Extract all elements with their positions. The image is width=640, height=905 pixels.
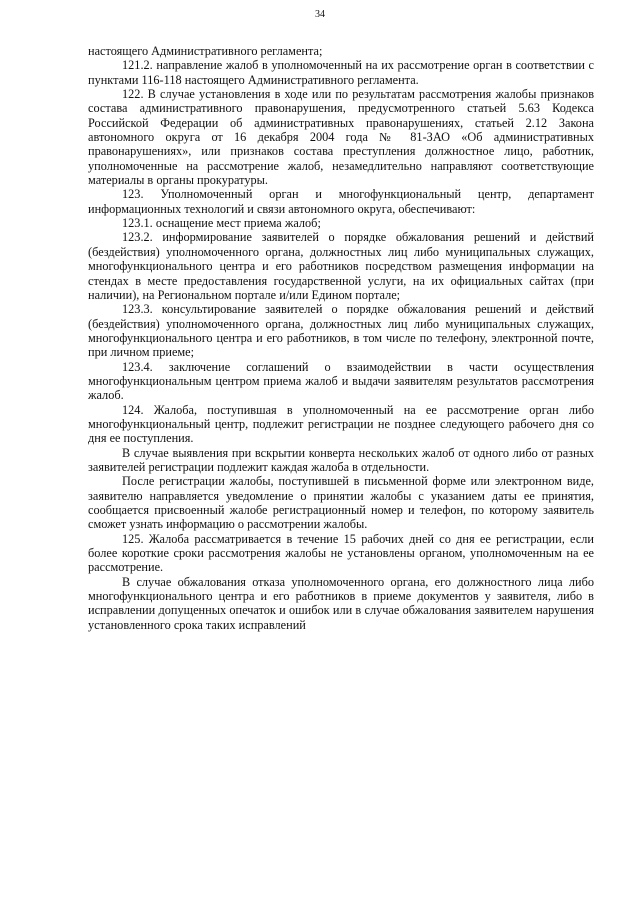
paragraph-125-refusal: В случае обжалования отказа уполномоченного органа, его должностного лица либо многофункционального центра и его работников в приеме документов у заявителя, либо в исправлении допущенных опечаток и ошибок или в случае обжалования заявителем нарушения установленного срока таких исправлений — [88, 574, 594, 632]
paragraph-124-envelope: В случае выявления при вскрытии конверта нескольких жалоб от одного либо от разных заявителей регистрации подлежит каждая жалоба в отдельности. — [88, 445, 594, 474]
paragraph-123-3: 123.3. консультирование заявителей о порядке обжалования решений и действий (бездействия) уполномоченного органа, должностных лиц либо муниципальных служащих, многофункционального центра и его работников, в том числе по телефону, электронной почте, при личном приеме; — [88, 302, 594, 360]
paragraph-continuation: настоящего Административного регламента; — [88, 44, 323, 58]
paragraph-121-2: 121.2. направление жалоб в уполномоченный на их рассмотрение орган в соответствии с пунктами 116-118 настоящего Административного регламента. — [88, 58, 594, 87]
paragraph-124-notification: После регистрации жалобы, поступившей в письменной форме или электронном виде, заявителю направляется уведомление о принятии жалобы с указанием даты ее принятия, сообщается присвоенный жалобе регистрационный номер и телефон, по которому заявитель сможет узнать информацию о рассмотрении жалобы. — [88, 474, 594, 532]
paragraph-124: 124. Жалоба, поступившая в уполномоченный на ее рассмотрение орган либо многофункциональный центр, подлежит регистрации не позднее следующего рабочего дня со дня ее поступления. — [88, 402, 594, 446]
paragraph-123-4: 123.4. заключение соглашений о взаимодействии в части осуществления многофункциональным центром приема жалоб и выдачи заявителям результатов рассмотрения жалоб. — [88, 359, 594, 403]
document-body — [88, 44, 594, 632]
paragraph-123-2: 123.2. информирование заявителей о порядке обжалования решений и действий (бездействия) уполномоченного органа, должностных лиц либо муниципальных служащих, многофункционального центра и его работников посредством размещения информации на стендах в месте предоставления государственной услуги, на их официальных сайтах (при наличии), на Региональном портале и/или Едином портале; — [88, 230, 594, 302]
paragraph-123-1: 123.1. оснащение мест приема жалоб; — [122, 216, 321, 231]
paragraph-125: 125. Жалоба рассматривается в течение 15 рабочих дней со дня ее регистрации, если более короткие сроки рассмотрения жалобы не установлены органом, уполномоченным на ее рассмотрение. — [88, 531, 594, 575]
paragraph-123: 123. Уполномоченный орган и многофункциональный центр, департамент информационных технологий и связи автономного округа, обеспечивают: — [88, 187, 594, 216]
paragraph-122: 122. В случае установления в ходе или по результатам рассмотрения жалобы признаков состава административного правонарушения, предусмотренного статьей 5.63 Кодекса Российской Федерации об административных правонарушениях, статьей 2.12 Закона автономного округа от 16 декабря 2004 года № 81-ЗАО «Об административных правонарушениях», или признаков состава преступления должностное лицо, работник, уполномоченные на рассмотрение жалоб, незамедлительно направляют соответствующие материалы в органы прокуратуры. — [88, 87, 594, 188]
page-number: 34 — [315, 9, 325, 20]
